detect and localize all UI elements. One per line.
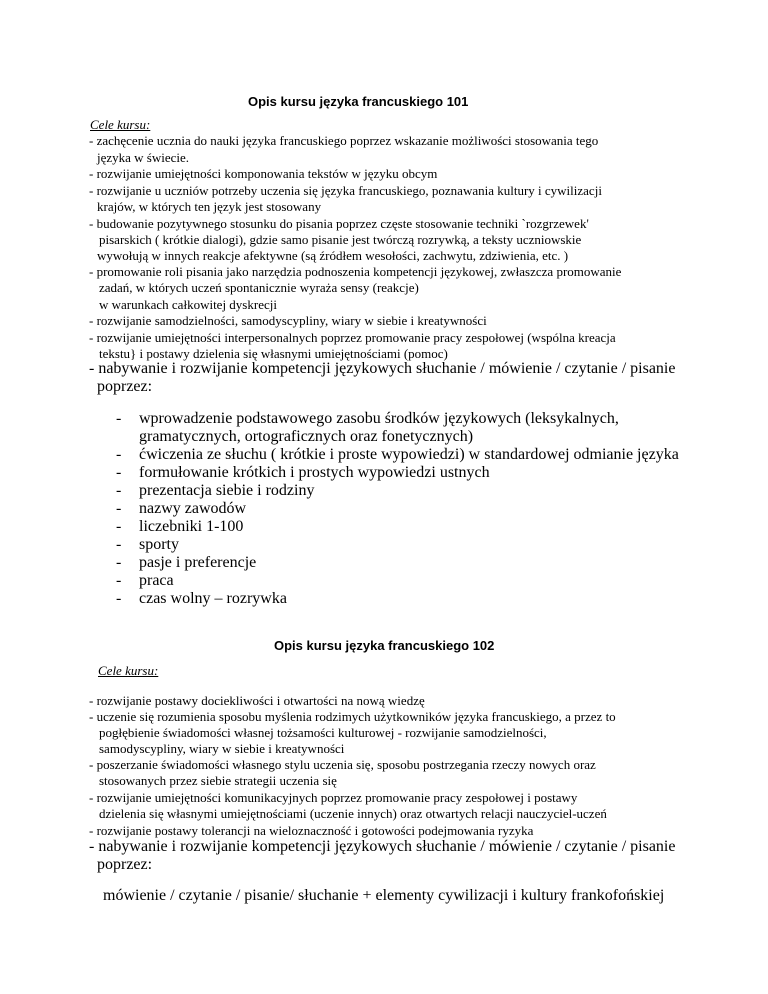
bullet-dash: - [116,536,122,553]
course-101-competence: - nabywanie i rozwijanie kompetencji językowych słuchanie / mówienie / czytanie / pisanie [89,360,676,377]
course-102-goal-line: - rozwijanie postawy tolerancji na wieloznaczność i gotowości podejmowania ryzyka [89,823,534,838]
bullet-item: prezentacja siebie i rodziny [139,482,315,499]
bullet-dash: - [116,482,122,499]
bullet-item: sporty [139,536,179,553]
course-102-title: Opis kursu języka francuskiego 102 [274,638,495,653]
bullet-item: czas wolny – rozrywka [139,590,287,607]
course-102-goal-line: - rozwijanie postawy dociekliwości i otwartości na nową wiedzę [89,693,425,708]
course-101-goal-line: w warunkach całkowitej dyskrecji [99,297,277,312]
bullet-item: praca [139,572,174,589]
bullet-dash: - [116,464,122,481]
bullet-item: formułowanie krótkich i prostych wypowiedzi ustnych [139,464,490,481]
bullet-item: wprowadzenie podstawowego zasobu środków językowych (leksykalnych, [139,410,619,427]
bullet-item: ćwiczenia ze słuchu ( krótkie i proste wypowiedzi) w standardowej odmianie języka [139,446,679,463]
course-102-goal-line: samodyscypliny, wiary w siebie i kreatywności [99,741,345,756]
course-101-goal-line: - rozwijanie umiejętności komponowania tekstów w języku obcym [89,166,438,181]
course-101-title: Opis kursu języka francuskiego 101 [248,94,469,109]
bullet-item: pasje i preferencje [139,554,257,571]
bullet-dash: - [116,446,122,463]
course-101-goal-line: tekstu} i postawy dzielenia się własnymi umiejętnościami (pomoc) [99,346,448,361]
course-102-goal-line: pogłębienie świadomości własnej tożsamości kulturowej - rozwijanie samodzielności, [99,725,547,740]
bullet-item-cont: gramatycznych, ortograficznych oraz fonetycznych) [139,428,474,445]
course-102-goal-line: - uczenie się rozumienia sposobu myślenia rodzimych użytkowników języka francuskiego, a przez to [89,709,616,724]
course-101-goal-line: - promowanie roli pisania jako narzędzia podnoszenia kompetencji językowej, zwłaszcza promowanie [89,264,622,279]
course-101-goal-line: zadań, w których uczeń spontanicznie wyraża sensy (reakcje) [99,280,419,295]
bullet-dash: - [116,572,122,589]
bullet-dash: - [116,518,122,535]
course-101-goal-line: - rozwijanie u uczniów potrzeby uczenia się języka francuskiego, poznawania kultury i cywilizacji [89,183,602,198]
bullet-dash: - [116,500,122,517]
course-101-goal-line: - rozwijanie umiejętności interpersonalnych poprzez promowanie pracy zespołowej (wspólna kreacja [89,330,616,345]
course-102-goal-line: - poszerzanie świadomości własnego stylu uczenia się, sposobu postrzegania rzeczy nowych oraz [89,757,596,772]
bullet-item: liczebniki 1-100 [139,518,244,535]
course-101-competence-cont: poprzez: [97,378,153,395]
bullet-dash: - [116,554,122,571]
course-102-goal-line: stosowanych przez siebie strategii uczenia się [99,773,337,788]
bullet-dash: - [116,590,122,607]
course-102-goal-line: dzielenia się własnymi umiejętnościami (uczenie innych) oraz otwartych relacji nauczyciel-uczeń [99,806,607,821]
course-101-goal-line: krajów, w których ten język jest stosowany [97,199,322,214]
course-101-goal-line: - rozwijanie samodzielności, samodyscypliny, wiary w siebie i kreatywności [89,313,487,328]
course-102-goals-label: Cele kursu: [98,663,159,678]
bullet-item: nazwy zawodów [139,500,247,517]
course-102-competence-cont: poprzez: [97,856,153,873]
course-102-goal-line: - rozwijanie umiejętności komunikacyjnych poprzez promowanie pracy zespołowej i postawy [89,790,578,805]
course-101-goal-line: - zachęcenie ucznia do nauki języka francuskiego poprzez wskazanie możliwości stosowania tego [89,133,599,148]
course-101-goal-line: języka w świecie. [97,150,190,165]
bullet-dash: - [116,410,122,427]
course-102-competence: - nabywanie i rozwijanie kompetencji językowych słuchanie / mówienie / czytanie / pisanie [89,838,676,855]
course-101-goal-line: wywołują w innych reakcje afektywne (są źródłem wesołości, zachwytu, zdziwienia, etc. ) [97,248,569,263]
course-102-footer-line: mówienie / czytanie / pisanie/ słuchanie + elementy cywilizacji i kultury frankofońskiej [103,887,665,904]
course-101-goals-label: Cele kursu: [90,117,151,132]
course-101-goal-line: pisarskich ( krótkie dialogi), gdzie samo pisanie jest twórczą rozrywką, a teksty uczniowskie [99,232,582,247]
course-101-goal-line: - budowanie pozytywnego stosunku do pisania poprzez częste stosowanie techniki `rozgrzewek' [89,216,589,231]
